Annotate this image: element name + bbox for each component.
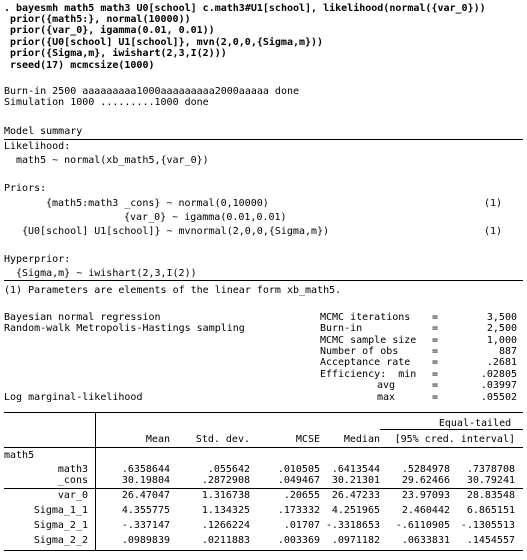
stat-value: 3,500: [486, 312, 517, 323]
stat-equals: =: [432, 369, 439, 380]
stat-value: .02805: [480, 369, 517, 380]
footnote: (1) Parameters are elements of the linear form xb_math5.: [4, 285, 342, 296]
cell-hi: -.1305513: [460, 520, 515, 531]
cell-median: .6413544: [331, 464, 380, 475]
cell-median: 4.251965: [331, 505, 380, 516]
stat-equals: =: [432, 323, 439, 334]
section-rule: [4, 488, 523, 489]
stat-value: 887: [498, 346, 517, 357]
sampling-method: Random-walk Metropolis-Hastings sampling: [4, 323, 245, 334]
cell-mcse: .173332: [277, 505, 320, 516]
row-label: _cons: [57, 475, 88, 486]
cell-sd: 1.134325: [201, 505, 250, 516]
stat-value: 2,500: [486, 323, 517, 334]
cell-hi: .7378708: [466, 464, 515, 475]
cell-mcse: .010505: [277, 464, 320, 475]
cell-lo: -.6110905: [395, 520, 450, 531]
command-continuation: rseed(17) mcmcsize(1000): [10, 60, 155, 71]
stat-value: 1,000: [486, 335, 517, 346]
command-line: . bayesmh math5 math3 U0[school] c.math3#U1[school], likelihood(normal({var_0})): [4, 3, 486, 14]
hyperprior-expression: {Sigma,m} ~ iwishart(2,3,I(2)): [16, 268, 197, 279]
col-sd-header: Std. dev.: [195, 434, 250, 445]
cell-hi: .1454557: [466, 535, 515, 546]
cell-lo: 2.460442: [401, 505, 450, 516]
stat-label: Acceptance rate: [320, 357, 411, 368]
model-summary-title: Model summary: [4, 126, 83, 137]
table-header-rule: [4, 447, 523, 448]
cell-mean: -.337147: [121, 520, 170, 531]
cell-hi: 6.865151: [466, 505, 515, 516]
priors-label: Priors:: [4, 183, 47, 194]
likelihood-label: Likelihood:: [4, 141, 71, 152]
cell-hi: 28.83548: [466, 490, 515, 501]
note-reference: (1): [484, 198, 503, 209]
stat-value: .05502: [480, 392, 517, 403]
model-type: Bayesian normal regression: [4, 312, 161, 323]
cell-mcse: .003369: [277, 535, 320, 546]
likelihood-expression: math5 ~ normal(xb_math5,{var_0}): [16, 155, 209, 166]
interval-header-rule: [380, 429, 523, 430]
cell-median: 30.21301: [331, 475, 380, 486]
cell-mean: 4.355775: [121, 505, 170, 516]
cell-sd: .2872908: [201, 475, 250, 486]
col-median-header: Median: [343, 434, 380, 445]
log-marginal-likelihood-label: Log marginal-likelihood: [4, 392, 143, 403]
stat-equals: =: [432, 392, 439, 403]
stat-equals: =: [432, 346, 439, 357]
table-top-rule: [4, 412, 523, 413]
table-bottom-rule: [4, 550, 523, 551]
equation-name: math5: [4, 450, 35, 461]
stat-value: .03997: [480, 380, 517, 391]
cell-mean: .0989839: [121, 535, 170, 546]
divider: [4, 280, 523, 281]
cell-sd: .055642: [207, 464, 250, 475]
cell-mean: 30.19804: [121, 475, 170, 486]
note-reference: (1): [484, 226, 503, 237]
row-label: Sigma_2_2: [33, 535, 88, 546]
simulation-progress: Simulation 1000 .........1000 done: [4, 97, 209, 108]
cell-mcse: .01707: [283, 520, 320, 531]
cell-median: 26.47233: [331, 490, 380, 501]
cell-sd: 1.316738: [201, 490, 250, 501]
stat-label: Efficiency: min: [320, 369, 417, 380]
cell-lo: 29.62466: [401, 475, 450, 486]
cell-mcse: .20655: [283, 490, 320, 501]
prior-random-effects: {U0[school] U1[school]} ~ mvnormal(2,0,0,{Sigma,m}): [22, 226, 330, 237]
cell-sd: .1266224: [201, 520, 250, 531]
cell-sd: .0211883: [201, 535, 250, 546]
burnin-progress: Burn-in 2500 aaaaaaaaa1000aaaaaaaaa2000aaaaa done: [4, 86, 300, 97]
command-continuation: prior({Sigma,m}, iwishart(2,3,I(2))): [10, 48, 227, 59]
stat-label: avg: [376, 380, 395, 391]
stat-equals: =: [432, 357, 439, 368]
stat-label: Burn-in: [320, 323, 363, 334]
stat-label: MCMC sample size: [320, 335, 417, 346]
stat-equals: =: [432, 335, 439, 346]
stat-equals: =: [432, 380, 439, 391]
col-mcse-header: MCSE: [295, 434, 320, 445]
command-continuation: prior({math5:}, normal(10000)): [10, 14, 191, 25]
stat-label: max: [376, 392, 395, 403]
table-column-divider: [95, 412, 96, 550]
col-mean-header: Mean: [145, 434, 170, 445]
command-continuation: prior({var_0}, igamma(0.01, 0.01)): [10, 25, 215, 36]
cell-lo: .0633831: [401, 535, 450, 546]
row-label: var_0: [57, 490, 88, 501]
cell-mean: .6358644: [121, 464, 170, 475]
cell-lo: .5284978: [401, 464, 450, 475]
row-label: Sigma_2_1: [33, 520, 88, 531]
cell-median: .0971182: [331, 535, 380, 546]
prior-coefficients: {math5:math3 _cons} ~ normal(0,10000): [46, 198, 269, 209]
cell-hi: 30.79241: [466, 475, 515, 486]
cell-median: -.3318653: [325, 520, 380, 531]
stat-label: Number of obs: [320, 346, 399, 357]
row-label: math3: [57, 464, 88, 475]
command-continuation: prior({U0[school] U1[school]}, mvn(2,0,0,{Sigma,m})): [10, 37, 324, 48]
divider: [4, 139, 523, 140]
equal-tailed-header: Equal-tailed: [438, 418, 512, 429]
stat-label: MCMC iterations: [320, 312, 411, 323]
cell-mcse: .049467: [277, 475, 320, 486]
stat-value: .2681: [486, 357, 517, 368]
cell-mean: 26.47047: [121, 490, 170, 501]
col-interval-header: [95% cred. interval]: [394, 434, 515, 445]
cell-lo: 23.97093: [401, 490, 450, 501]
stat-equals: =: [432, 312, 439, 323]
prior-variance: {var_0} ~ igamma(0.01,0.01): [124, 212, 287, 223]
row-label: Sigma_1_1: [33, 505, 88, 516]
hyperprior-label: Hyperprior:: [4, 254, 71, 265]
